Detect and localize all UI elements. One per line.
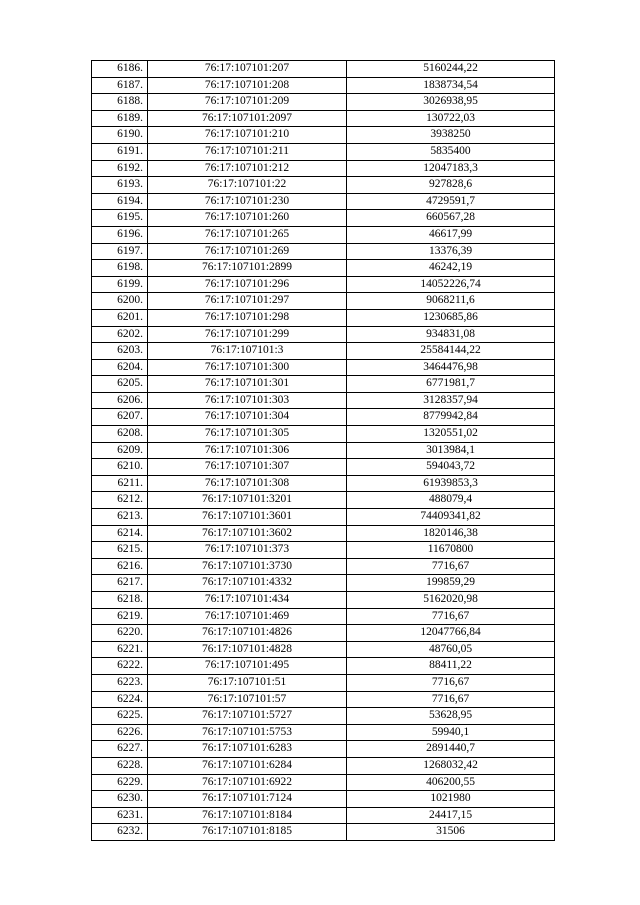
value-cell: 6771981,7	[347, 376, 555, 393]
value-cell: 2891440,7	[347, 741, 555, 758]
table-row	[92, 376, 555, 393]
table-row	[92, 724, 555, 741]
table-row	[92, 774, 555, 791]
table-row	[92, 542, 555, 559]
value-cell: 11670800	[347, 542, 555, 559]
value-cell: 488079,4	[347, 492, 555, 509]
cadastral-number-cell: 76:17:107101:296	[148, 276, 347, 293]
table-row	[92, 757, 555, 774]
value-cell: 12047183,3	[347, 160, 555, 177]
value-cell: 3938250	[347, 127, 555, 144]
table-row	[92, 608, 555, 625]
table-row	[92, 226, 555, 243]
value-cell: 3464476,98	[347, 359, 555, 376]
table-row	[92, 492, 555, 509]
value-cell: 59940,1	[347, 724, 555, 741]
value-cell: 199859,29	[347, 575, 555, 592]
cadastral-number-cell: 76:17:107101:4828	[148, 641, 347, 658]
table-row	[92, 392, 555, 409]
row-number-cell: 6204.	[92, 359, 148, 376]
row-number-cell: 6221.	[92, 641, 148, 658]
cadastral-number-cell: 76:17:107101:3602	[148, 525, 347, 542]
cadastral-number-cell: 76:17:107101:306	[148, 442, 347, 459]
row-number-cell: 6214.	[92, 525, 148, 542]
value-cell: 1021980	[347, 791, 555, 808]
cadastral-number-cell: 76:17:107101:209	[148, 94, 347, 111]
cadastral-number-cell: 76:17:107101:469	[148, 608, 347, 625]
cadastral-number-cell: 76:17:107101:260	[148, 210, 347, 227]
table-row	[92, 293, 555, 310]
cadastral-number-cell: 76:17:107101:303	[148, 392, 347, 409]
cadastral-number-cell: 76:17:107101:2097	[148, 110, 347, 127]
row-number-cell: 6224.	[92, 691, 148, 708]
table-row	[92, 558, 555, 575]
row-number-cell: 6202.	[92, 326, 148, 343]
cadastral-number-cell: 76:17:107101:210	[148, 127, 347, 144]
table-row	[92, 210, 555, 227]
cadastral-number-cell: 76:17:107101:4332	[148, 575, 347, 592]
value-cell: 88411,22	[347, 658, 555, 675]
cadastral-number-cell: 76:17:107101:307	[148, 459, 347, 476]
cadastral-number-cell: 76:17:107101:208	[148, 77, 347, 94]
table-row	[92, 276, 555, 293]
value-cell: 1320551,02	[347, 426, 555, 443]
cadastral-number-cell: 76:17:107101:304	[148, 409, 347, 426]
value-cell: 4729591,7	[347, 193, 555, 210]
value-cell: 3128357,94	[347, 392, 555, 409]
table-row	[92, 575, 555, 592]
cadastral-number-cell: 76:17:107101:57	[148, 691, 347, 708]
table-row	[92, 160, 555, 177]
row-number-cell: 6192.	[92, 160, 148, 177]
value-cell: 1820146,38	[347, 525, 555, 542]
row-number-cell: 6232.	[92, 824, 148, 841]
table-row	[92, 359, 555, 376]
row-number-cell: 6201.	[92, 309, 148, 326]
table-row	[92, 127, 555, 144]
cadastral-number-cell: 76:17:107101:297	[148, 293, 347, 310]
table-row	[92, 807, 555, 824]
value-cell: 8779942,84	[347, 409, 555, 426]
value-cell: 5835400	[347, 143, 555, 160]
table-row	[92, 61, 555, 78]
cadastral-number-cell: 76:17:107101:207	[148, 61, 347, 78]
table-row	[92, 592, 555, 609]
table-row	[92, 309, 555, 326]
row-number-cell: 6193.	[92, 177, 148, 194]
row-number-cell: 6220.	[92, 625, 148, 642]
row-number-cell: 6199.	[92, 276, 148, 293]
row-number-cell: 6210.	[92, 459, 148, 476]
table-row	[92, 260, 555, 277]
table-row	[92, 326, 555, 343]
value-cell: 24417,15	[347, 807, 555, 824]
value-cell: 74409341,82	[347, 509, 555, 526]
cadastral-number-cell: 76:17:107101:5727	[148, 708, 347, 725]
row-number-cell: 6216.	[92, 558, 148, 575]
row-number-cell: 6226.	[92, 724, 148, 741]
table-row	[92, 741, 555, 758]
row-number-cell: 6197.	[92, 243, 148, 260]
row-number-cell: 6186.	[92, 61, 148, 78]
row-number-cell: 6194.	[92, 193, 148, 210]
value-cell: 31506	[347, 824, 555, 841]
cadastral-number-cell: 76:17:107101:5753	[148, 724, 347, 741]
row-number-cell: 6208.	[92, 426, 148, 443]
row-number-cell: 6229.	[92, 774, 148, 791]
row-number-cell: 6195.	[92, 210, 148, 227]
table-row	[92, 509, 555, 526]
row-number-cell: 6218.	[92, 592, 148, 609]
row-number-cell: 6217.	[92, 575, 148, 592]
value-cell: 61939853,3	[347, 475, 555, 492]
table-row	[92, 343, 555, 360]
table-row	[92, 674, 555, 691]
row-number-cell: 6212.	[92, 492, 148, 509]
cadastral-number-cell: 76:17:107101:3601	[148, 509, 347, 526]
cadastral-number-cell: 76:17:107101:3201	[148, 492, 347, 509]
cadastral-number-cell: 76:17:107101:6922	[148, 774, 347, 791]
value-cell: 7716,67	[347, 691, 555, 708]
row-number-cell: 6230.	[92, 791, 148, 808]
row-number-cell: 6207.	[92, 409, 148, 426]
value-cell: 14052226,74	[347, 276, 555, 293]
row-number-cell: 6213.	[92, 509, 148, 526]
cadastral-number-cell: 76:17:107101:301	[148, 376, 347, 393]
value-cell: 46242,19	[347, 260, 555, 277]
cadastral-number-cell: 76:17:107101:211	[148, 143, 347, 160]
value-cell: 7716,67	[347, 558, 555, 575]
value-cell: 1230685,86	[347, 309, 555, 326]
value-cell: 53628,95	[347, 708, 555, 725]
cadastral-number-cell: 76:17:107101:300	[148, 359, 347, 376]
row-number-cell: 6198.	[92, 260, 148, 277]
value-cell: 12047766,84	[347, 625, 555, 642]
row-number-cell: 6222.	[92, 658, 148, 675]
value-cell: 7716,67	[347, 608, 555, 625]
cadastral-number-cell: 76:17:107101:51	[148, 674, 347, 691]
value-cell: 594043,72	[347, 459, 555, 476]
cadastral-number-cell: 76:17:107101:3	[148, 343, 347, 360]
table-row	[92, 708, 555, 725]
cadastral-number-cell: 76:17:107101:22	[148, 177, 347, 194]
table-row	[92, 110, 555, 127]
table-row	[92, 94, 555, 111]
row-number-cell: 6227.	[92, 741, 148, 758]
row-number-cell: 6189.	[92, 110, 148, 127]
table-row	[92, 475, 555, 492]
row-number-cell: 6190.	[92, 127, 148, 144]
value-cell: 5162020,98	[347, 592, 555, 609]
table-row	[92, 193, 555, 210]
value-cell: 1268032,42	[347, 757, 555, 774]
value-cell: 406200,55	[347, 774, 555, 791]
row-number-cell: 6215.	[92, 542, 148, 559]
value-cell: 48760,05	[347, 641, 555, 658]
cadastral-value-table	[91, 60, 555, 841]
table-row	[92, 143, 555, 160]
table-row	[92, 459, 555, 476]
cadastral-number-cell: 76:17:107101:299	[148, 326, 347, 343]
cadastral-number-cell: 76:17:107101:269	[148, 243, 347, 260]
row-number-cell: 6188.	[92, 94, 148, 111]
cadastral-number-cell: 76:17:107101:265	[148, 226, 347, 243]
row-number-cell: 6231.	[92, 807, 148, 824]
value-cell: 3026938,95	[347, 94, 555, 111]
table-row	[92, 409, 555, 426]
value-cell: 934831,08	[347, 326, 555, 343]
value-cell: 46617,99	[347, 226, 555, 243]
value-cell: 660567,28	[347, 210, 555, 227]
cadastral-number-cell: 76:17:107101:3730	[148, 558, 347, 575]
value-cell: 927828,6	[347, 177, 555, 194]
table-row	[92, 525, 555, 542]
table-row	[92, 691, 555, 708]
table-row	[92, 625, 555, 642]
row-number-cell: 6209.	[92, 442, 148, 459]
row-number-cell: 6225.	[92, 708, 148, 725]
row-number-cell: 6223.	[92, 674, 148, 691]
value-cell: 13376,39	[347, 243, 555, 260]
table-row	[92, 658, 555, 675]
cadastral-number-cell: 76:17:107101:373	[148, 542, 347, 559]
cadastral-number-cell: 76:17:107101:495	[148, 658, 347, 675]
cadastral-number-cell: 76:17:107101:8185	[148, 824, 347, 841]
value-cell: 25584144,22	[347, 343, 555, 360]
cadastral-number-cell: 76:17:107101:6284	[148, 757, 347, 774]
cadastral-number-cell: 76:17:107101:6283	[148, 741, 347, 758]
row-number-cell: 6200.	[92, 293, 148, 310]
cadastral-number-cell: 76:17:107101:4826	[148, 625, 347, 642]
table-row	[92, 426, 555, 443]
row-number-cell: 6187.	[92, 77, 148, 94]
cadastral-number-cell: 76:17:107101:305	[148, 426, 347, 443]
row-number-cell: 6228.	[92, 757, 148, 774]
row-number-cell: 6211.	[92, 475, 148, 492]
row-number-cell: 6205.	[92, 376, 148, 393]
row-number-cell: 6191.	[92, 143, 148, 160]
row-number-cell: 6206.	[92, 392, 148, 409]
table-row	[92, 442, 555, 459]
table-body	[92, 61, 555, 841]
cadastral-number-cell: 76:17:107101:308	[148, 475, 347, 492]
value-cell: 7716,67	[347, 674, 555, 691]
value-cell: 130722,03	[347, 110, 555, 127]
table-row	[92, 791, 555, 808]
cadastral-number-cell: 76:17:107101:230	[148, 193, 347, 210]
table-row	[92, 824, 555, 841]
cadastral-number-cell: 76:17:107101:212	[148, 160, 347, 177]
value-cell: 1838734,54	[347, 77, 555, 94]
row-number-cell: 6196.	[92, 226, 148, 243]
value-cell: 5160244,22	[347, 61, 555, 78]
table-row	[92, 641, 555, 658]
cadastral-number-cell: 76:17:107101:8184	[148, 807, 347, 824]
table-row	[92, 243, 555, 260]
table-row	[92, 77, 555, 94]
row-number-cell: 6219.	[92, 608, 148, 625]
cadastral-number-cell: 76:17:107101:434	[148, 592, 347, 609]
value-cell: 3013984,1	[347, 442, 555, 459]
cadastral-number-cell: 76:17:107101:298	[148, 309, 347, 326]
table-row	[92, 177, 555, 194]
cadastral-number-cell: 76:17:107101:7124	[148, 791, 347, 808]
value-cell: 9068211,6	[347, 293, 555, 310]
cadastral-number-cell: 76:17:107101:2899	[148, 260, 347, 277]
row-number-cell: 6203.	[92, 343, 148, 360]
